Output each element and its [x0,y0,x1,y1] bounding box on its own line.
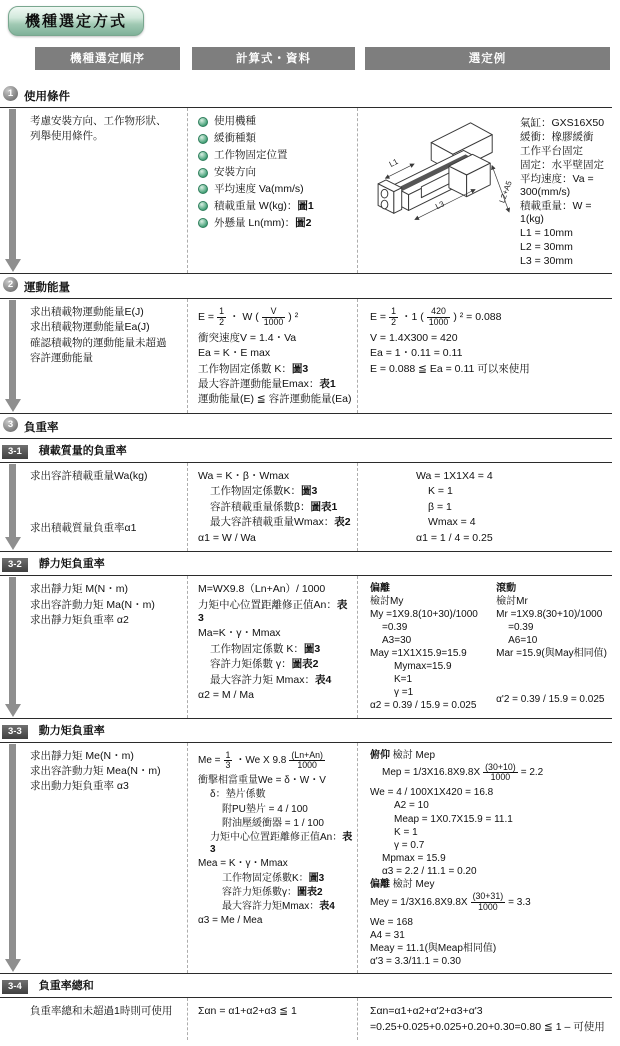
header-selection-order: 機種選定順序 [35,47,180,70]
example-line: β = 1 [428,500,452,513]
fraction: $\frac{420}{1000}$ [428,306,449,327]
calc-line: δ：墊片係數 [210,789,266,801]
flow-arrow-down [9,464,16,537]
calc-line: 工作物固定係數 K：圖3 [198,362,309,375]
section-1-conditions [188,108,358,273]
cylinder-diagram [370,115,520,269]
flow-arrow-down [9,109,16,259]
condition-text: 外懸量 Ln(mm)： [214,216,296,229]
condition-item [198,183,353,196]
section-2-title: 運動能量 [24,282,70,295]
procedure-line: 求出容許動力矩 Mea(N・m) [30,764,161,777]
calc-line: Mea = K・γ・Mmax [198,858,288,870]
bullet-icon [198,168,208,178]
fraction: $\frac{1}{2}$ [219,306,224,327]
condition-item [198,166,353,179]
step-3-circle: 3 [3,417,18,432]
example-line: L2 = 30mm [520,240,573,253]
bullet-icon [198,117,208,127]
calc-line: α2 = M / Ma [198,689,254,702]
procedure-line: 列舉使用條件。 [30,130,104,143]
figure-ref: 圖表1 [310,500,338,513]
section-3-2-head [0,552,612,576]
calc-line: 工作物固定係數K：圖3 [222,872,325,884]
condition-text: 安裝方向 [214,165,256,178]
example-line: γ = 0.7 [394,839,425,851]
flow-arrow-down [9,300,16,399]
section-3-3-calc [188,743,358,974]
step-1-circle: 1 [3,86,18,101]
section-3-2-calc [188,576,358,717]
example-line: We = 168 [370,916,413,928]
section-1-head [0,83,612,108]
figure-ref: 表1 [319,378,336,391]
yaw-example-formula: Mey = 1/3X16.8X9.8X $\frac{(30+31)}{1000}$ = 3.3 [370,891,531,912]
example-line: 平均速度：Va = 300(mm/s) [520,173,594,198]
example-line: γ =1 [394,687,414,699]
example-line: L1 = 10mm [520,226,573,239]
calc-line: 衝突速度V = 1.4・Va [198,331,297,344]
calc-line: 運動能量(E) ≦ 容許運動能量(Ea) [198,393,352,406]
condition-text: 使用機種 [214,115,256,127]
example-line: 檢討My [370,595,404,607]
calc-line: 力矩中心位置距離修正值An：表3 [198,598,348,624]
procedure-line: 求出靜力矩 Me(N・m) [30,749,134,762]
example-line: Wa = 1X1X4 = 4 [416,469,493,482]
example-line: Mar =15.9(與May相同值) [496,648,607,660]
example-line: Wmax = 4 [428,516,476,529]
section-3-2-badge: 3-2 [2,558,28,572]
example-yaw-block [370,583,496,713]
figure-ref: 圖3 [291,362,309,375]
figure-ref: 圖3 [301,485,318,498]
example-block-title: 俯仰 [370,749,390,761]
section-2-procedure [0,299,188,413]
calc-line: Ea = K・E max [198,347,271,360]
section-3-3-procedure [0,743,188,974]
procedure-line: 求出動力矩負重率 α3 [30,780,129,793]
section-3-2-title: 靜力矩負重率 [38,558,105,571]
calc-line: 最大容許力矩Mmax：表4 [222,900,335,912]
example-line: E = 0.088 ≦ Ea = 0.11 可以來使用 [370,362,530,375]
section-3-4-title: 負重率總和 [38,980,94,993]
figure-ref: 表3 [210,831,353,856]
procedure-line: 負重率總和未超過1時則可使用 [30,1005,173,1018]
dim-label-l2a5: L2+A5 [497,179,514,205]
procedure-line: 求出積載物運動能量Ea(J) [30,321,150,334]
condition-item [198,200,353,213]
procedure-line: 求出積載物運動能量E(J) [30,306,144,319]
calc-line: 附PU墊片 = 4 / 100 [222,803,308,815]
example-roll-block [496,583,608,713]
condition-item [198,217,353,230]
procedure-line: 求出靜力矩負重率 α2 [30,613,129,626]
calc-line: 力矩中心位置距離修正值An：表3 [210,831,353,856]
example-line: K = 1 [428,485,453,498]
fraction: $\frac{(Ln+An)}{1000}$ [291,749,323,771]
figure-ref: 圖3 [303,642,321,655]
example-line: K=1 [394,674,413,686]
calc-line: 最大容許積載重量Wmax：表2 [210,516,351,529]
condition-text: 緩衝種類 [214,131,256,144]
example-line: L3 = 30mm [520,254,573,267]
example-line: α2 = 0.39 / 15.9 = 0.025 [370,700,477,712]
section-3-4-head [0,974,612,998]
figure-ref: 表4 [315,673,332,686]
condition-item [198,149,353,162]
bullet-icon [198,134,208,144]
example-line: =0.39 [382,621,408,633]
example-line: Ea = 1・0.11 = 0.11 [370,347,463,360]
section-3-3-badge: 3-3 [2,725,28,739]
procedure-line: 求出積載質量負重率α1 [30,522,137,535]
fraction: $\frac{(30+10)}{1000}$ [485,761,516,783]
calc-line: 容許力矩係數γ：圖表2 [222,886,323,898]
header-selection-example: 選定例 [365,47,610,70]
column-headers [0,47,612,70]
section-3-3-example [358,743,612,974]
energy-formula: E = $\frac{1}{2}$ ・ W ( $\frac{V}{1000}$ ) ² [198,306,299,327]
example-line: α'3 = 3.3/11.1 = 0.30 [370,956,461,968]
example-line: May =1X1X15.9=15.9 [370,648,467,660]
section-1-title: 使用條件 [24,91,70,103]
calc-line: Σαn = α1+α2+α3 ≦ 1 [198,1005,297,1018]
figure-ref: 圖表2 [297,886,323,898]
example-line: A2 = 10 [394,800,429,812]
cylinder-isometric-drawing [370,115,518,235]
bullet-icon [198,151,208,161]
example-line: Mymax=15.9 [394,661,452,673]
calc-line: α3 = Me / Mea [198,915,263,927]
condition-text: 積載重量 W(kg)： [214,199,298,212]
flow-arrow-down [9,744,16,960]
page-title: 機種選定方式 [8,6,144,36]
example-line: K = 1 [394,826,418,838]
example-line: 緩衝：橡膠緩衝 [520,131,594,144]
calc-line: 工作物固定係數K：圖3 [210,485,318,498]
calc-line: 衝擊相當重量We = δ・W・V [198,775,326,787]
calc-line: 最大容許運動能量Emax：表1 [198,378,336,391]
dynamic-moment-formula: Me = $\frac{1}{3}$ ・We X 9.8 $\frac{(Ln+An)}{1000}$ [198,749,323,771]
figure-ref: 表2 [334,516,351,529]
procedure-line: 確認積載物的運動能量未超過 [30,336,167,349]
section-3-4-row [0,998,612,1040]
figure-ref: 圖1 [297,199,314,212]
example-line: α3 = 2.2 / 11.1 = 0.20 [382,865,477,877]
energy-example-formula: E = $\frac{1}{2}$ ・1 ( $\frac{420}{1000}$ ) ² = 0.088 [370,306,502,327]
figure-ref: 圖表2 [291,658,319,671]
section-3-1-calc [188,463,358,551]
section-3-3-row [0,743,612,975]
section-3-4-calc [188,998,358,1040]
calc-line: 最大容許力矩 Mmax：表4 [210,673,332,686]
section-3-1-title: 積載質量的負重率 [38,444,127,457]
calc-line: α1 = W / Wa [198,531,256,544]
header-calculation-data: 計算式・資料 [192,47,355,70]
example-line: My =1X9.8(10+30)/1000 [370,608,478,620]
figure-ref: 表3 [198,598,348,624]
example-line: Σαn=α1+α2+α'2+α3+α'3 [370,1005,483,1018]
example-line: 積載重量：W = 1(kg) [520,200,592,225]
example-line: Meay = 11.1(與Meap相同值) [370,942,497,954]
bullet-icon [198,184,208,194]
section-3-1-example [358,463,612,551]
bullet-icon [198,218,208,228]
section-3-1-row [0,463,612,552]
step-2-circle: 2 [3,277,18,292]
procedure-line: 求出容許動力矩 Ma(N・m) [30,598,155,611]
example-line: =0.25+0.025+0.025+0.20+0.30=0.80 ≦ 1 – 可使用 [370,1020,605,1033]
section-3-title: 負重率 [24,421,59,434]
figure-ref: 表4 [319,900,335,912]
section-3-3-head [0,719,612,743]
example-line: A6=10 [508,634,538,646]
fraction: $\frac{V}{1000}$ [263,306,284,327]
procedure-line: 求出容許積載重量Wa(kg) [30,469,148,482]
flow-arrow-down [9,577,16,703]
example-line: 固定：水平壁固定 [520,159,604,172]
dim-label-l3: L3 [433,199,446,212]
figure-ref: 圖3 [308,872,325,884]
example-line: 檢討Mr [496,595,528,607]
condition-text: 工作物固定位置 [214,148,288,161]
calc-line: M=WX9.8（Ln+An）/ 1000 [198,583,326,596]
fraction: $\frac{1}{3}$ [225,749,231,771]
section-3-2-procedure [0,576,188,717]
section-3-1-badge: 3-1 [2,445,28,459]
section-1-procedure [0,108,188,273]
calc-line: Ma=K・γ・Mmax [198,627,281,640]
condition-item [198,115,353,128]
procedure-line: 容許運動能量 [30,352,93,365]
condition-item [198,132,353,145]
example-block-title: 偏離 [370,583,390,595]
dim-label-l1: L1 [387,156,400,169]
section-3-4-procedure [0,998,188,1040]
section-3-4-example [358,998,612,1040]
calc-line: 工作物固定係數 K：圖3 [210,642,321,655]
example-line: =0.39 [508,621,534,633]
example-line: V = 1.4X300 = 420 [370,331,458,344]
example-line: Meap = 1X0.7X15.9 = 11.1 [394,813,513,825]
example-block-title: 偏離 [370,878,390,890]
example-line: Mpmax = 15.9 [382,852,446,864]
section-3-1-procedure [0,463,188,551]
calc-line: Wa = K・β・Wmax [198,469,290,482]
calc-line: 容許積載重量係數β：圖表1 [210,500,338,513]
fraction: $\frac{1}{2}$ [391,306,396,327]
section-3-2-example [358,576,612,717]
section-2-calc [188,299,358,413]
example-block-header: 偏離 檢討 Mey [370,878,435,890]
example-block-title: 滾動 [496,583,517,595]
section-3-2-row [0,576,612,718]
section-3-1-head [0,439,612,463]
example-line: A3=30 [382,634,412,646]
example-line: 氣缸：GXS16X50 [520,117,605,129]
example-line: α1 = 1 / 4 = 0.25 [416,531,493,544]
section-3-head [0,414,612,439]
procedure-line: 考慮安裝方向、工作物形狀、 [30,115,167,127]
section-2-example [358,299,612,413]
calc-line: 容許力矩係數 γ：圖表2 [210,658,319,671]
example-line: Mr =1X9.8(30+10)/1000 [496,608,603,620]
pitch-example-formula: Mep = 1/3X16.8X9.8X $\frac{(30+10)}{1000}$ = 2.2 [382,761,544,783]
example-line: We = 4 / 100X1X420 = 16.8 [370,787,494,799]
section-1-row [0,108,612,274]
example-spec-list [520,115,608,269]
section-3-4-badge: 3-4 [2,980,28,994]
fraction: $\frac{(30+31)}{1000}$ [472,891,504,912]
condition-text: 平均速度 Va(mm/s) [214,182,304,195]
section-2-row [0,299,612,414]
figure-ref: 圖2 [295,216,312,229]
section-1-example [358,108,612,273]
procedure-line: 求出靜力矩 M(N・m) [30,583,128,596]
example-line: A4 = 31 [370,929,405,941]
section-2-head [0,274,612,299]
calc-line: 附油壓緩衝器 = 1 / 100 [222,817,324,829]
example-block-header: 俯仰 檢討 Mep [370,749,436,761]
section-3-3-title: 動力矩負重率 [38,724,105,737]
example-line: α'2 = 0.39 / 15.9 = 0.025 [496,693,605,705]
bullet-icon [198,201,208,211]
example-line: 工作平台固定 [520,145,583,158]
